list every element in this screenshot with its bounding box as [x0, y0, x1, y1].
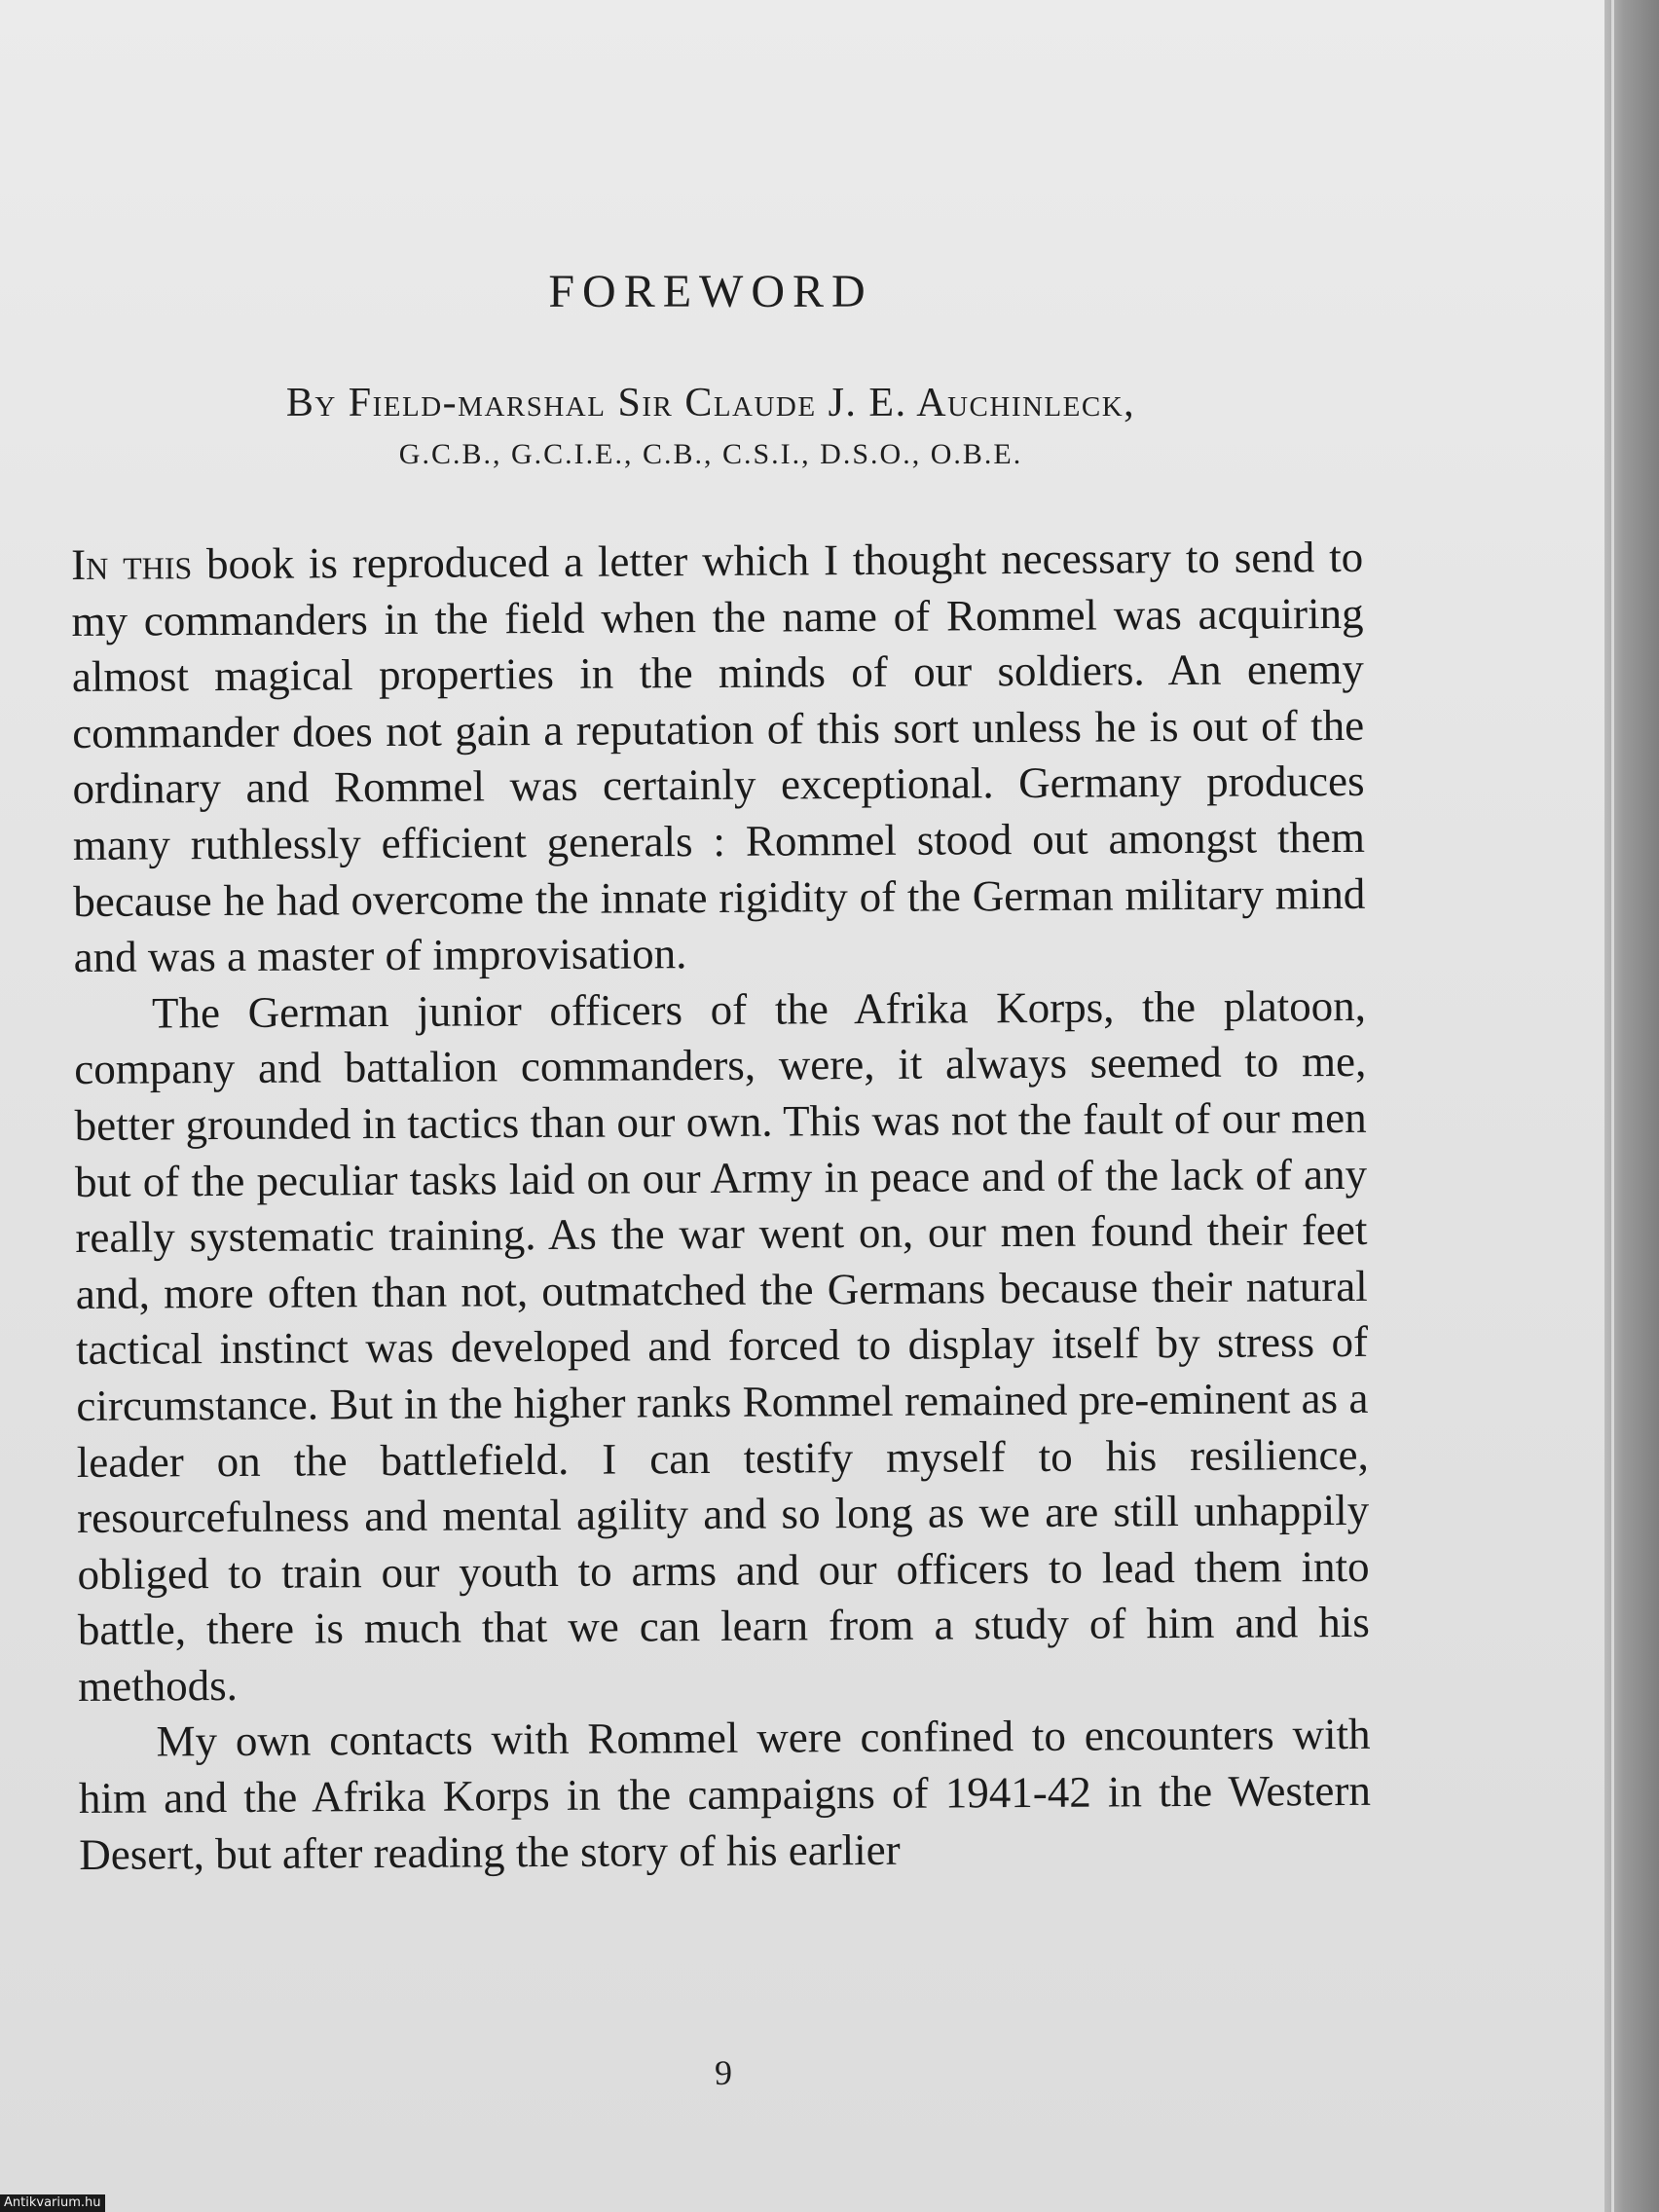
watermark-label: Antikvarium.hu [0, 2194, 105, 2212]
author-honours: G.C.B., G.C.I.E., C.B., C.S.I., D.S.O., O.B.E. [398, 438, 1023, 470]
body-text [71, 530, 1371, 1883]
paragraph-3: My own contacts with Rommel were confined to encounters with him and the Afrika Korps in the campaigns of 1941-42 in the Western Desert, but after reading the story of his earlier [78, 1710, 1372, 1879]
paragraph-1-lead: In this [71, 539, 193, 589]
page-title: FOREWORD [548, 266, 873, 317]
paragraph-1 [71, 530, 1366, 986]
paragraph-1-text: book is reproduced a letter which I thought necessary to send to my commanders in the field when the name of Rommel was acquiring almost magical properties in the minds of our soldiers. An enemy commander does not gain a reputation of this sort unless he is out of the ordinary and Rommel was certainly exceptional. Germany produces many ruthlessly efficient generals : Rommel stood out amongst them because he had overcome the innate rigidity of the German military mind and was a master of improvisation. [71, 532, 1366, 982]
page-edge-highlight [1611, 0, 1614, 2212]
author-byline: By Field-marshal Sir Claude J. E. Auchinleck, [285, 381, 1136, 425]
page-number: 9 [715, 2053, 732, 2092]
paragraph-2: The German junior officers of the Afrika Korps, the platoon, company and battalion commanders, were, it always seemed to me, better grounded in tactics than our own. This was not the fault of our men but of the peculiar tasks laid on our Army in peace and of the lack of any really systematic training. As the war went on, our men found their feet and, more often than not, outmatched the Germans because their natural tactical instinct was developed and forced to display itself by stress of circumstance. But in the higher ranks Rommel remained pre-eminent as a leader on the battlefield. I can testify myself to his resilience, resourcefulness and mental agility and so long as we are still unhappily obliged to train our youth to arms and our officers to lead them into battle, there is much that we can learn from a study of him and his methods. [74, 980, 1370, 1711]
